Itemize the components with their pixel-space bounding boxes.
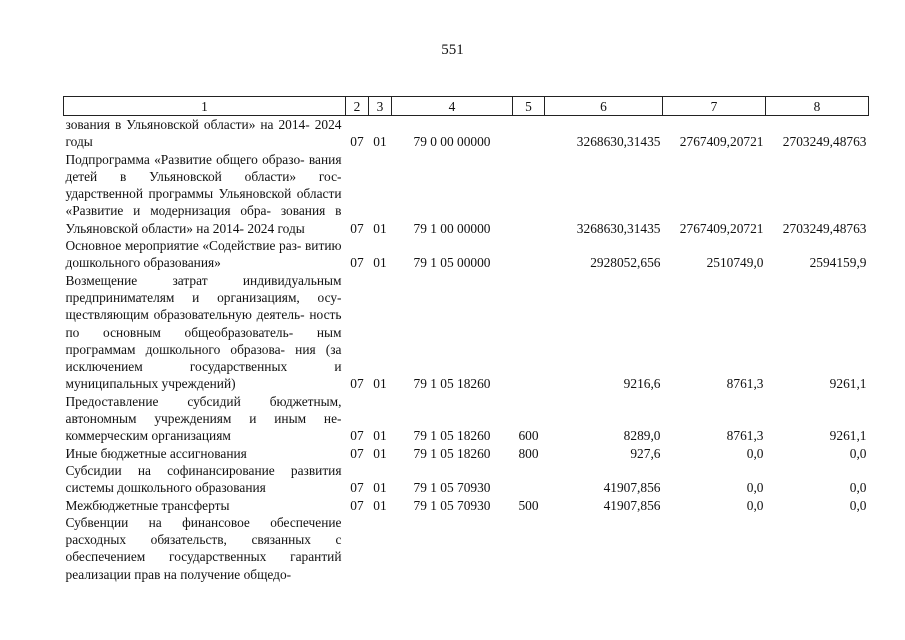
target-article-code: 79 1 05 18260 [413,376,491,392]
subsection-code: 01 [373,376,387,392]
header-col-3: 3 [369,97,392,116]
expense-type-code [513,151,545,237]
table-row [64,272,869,393]
amount-col-6: 9216,6 [623,376,661,392]
description-line: автономным учреждениям и иным не- [65,411,342,427]
amount-col-7: 8761,3 [726,376,764,392]
amount-col-7 [663,514,766,583]
description-line: системы дошкольного образования [65,480,266,496]
amount-col-6: 3268630,31435 [576,134,661,150]
subsection-code: 01 [373,134,387,150]
description-line: расходных обязательств, связанных с [65,532,342,548]
header-col-1: 1 [64,97,346,116]
description-line: Предоставление субсидий бюджетным, [65,393,342,409]
header-col-2: 2 [346,97,369,116]
amount-col-8: 2703249,48763 [782,220,867,236]
table-row [64,116,869,151]
amount-col-6 [545,514,663,583]
description-line: ность по основным общеобразователь- [65,307,342,340]
target-article-code: 79 0 00 00000 [413,134,491,150]
description-line: Межбюджетные трансферты [65,497,230,513]
header-col-6: 6 [545,97,663,116]
page-number: 551 [441,42,464,58]
description-line: зования в Ульяновской области» на 2014- [65,203,342,236]
description-line: реализации прав на получение общедо- [65,566,292,582]
section-code: 07 [350,220,364,236]
header-col-8: 8 [766,97,869,116]
description-line: 2024 годы [65,117,342,150]
amount-col-8: 0,0 [849,480,867,496]
header-col-7: 7 [663,97,766,116]
section-code: 07 [350,134,364,150]
row-description [64,497,346,514]
subsection-code: 01 [373,220,387,236]
expense-type-code [513,462,545,497]
amount-col-8: 2594159,9 [809,255,867,271]
row-description [64,272,346,393]
section-code: 07 [350,376,364,392]
row-description [64,462,346,497]
description-line: муниципальных учреждений) [65,376,236,392]
amount-col-6: 927,6 [630,445,661,461]
subsection-code [369,514,392,583]
expense-type-code [513,116,545,151]
row-description [64,116,346,151]
description-line: ществляющим образовательную деятель- [65,307,305,323]
row-description [64,445,346,462]
description-line: области «Развитие и модернизация обра- [65,186,342,219]
target-article-code: 79 1 05 70930 [413,480,491,496]
description-line: 2024 годы [247,220,305,236]
row-description [64,393,346,445]
description-line: Возмещение затрат индивидуальным [65,272,342,288]
expense-type-code: 500 [518,497,539,513]
section-code: 07 [350,445,364,461]
expense-type-code [513,237,545,272]
section-code: 07 [350,428,364,444]
subsection-code: 01 [373,497,387,513]
description-line: обеспечением государственных гарантий [65,549,342,565]
table-header-row [64,97,869,116]
description-line: Основное мероприятие «Содействие раз- [65,238,302,254]
description-line: коммерческим организациям [65,428,231,444]
budget-table [63,96,869,583]
amount-col-8: 0,0 [849,497,867,513]
target-article-code: 79 1 05 18260 [413,445,491,461]
description-line: ударственной программы Ульяновской [65,186,292,202]
description-line: Субсидии на софинансирование развития [65,462,342,478]
description-line: предпринимателям и организациям, осу- [65,289,342,305]
amount-col-6: 3268630,31435 [576,220,661,236]
description-line: Иные бюджетные ассигнования [65,445,247,461]
row-description [64,237,346,272]
amount-col-8: 0,0 [849,445,867,461]
section-code: 07 [350,480,364,496]
table-row [64,497,869,514]
amount-col-8: 9261,1 [829,376,867,392]
table-body [64,116,869,584]
amount-col-7: 8761,3 [726,428,764,444]
description-line: ния (за исключением государственных и [65,341,342,375]
expense-type-code: 600 [518,428,539,444]
section-code: 07 [350,255,364,271]
row-description [64,514,346,583]
amount-col-7: 2767409,20721 [679,134,764,150]
amount-col-8: 2703249,48763 [782,134,867,150]
amount-col-6: 41907,856 [603,480,661,496]
amount-col-7: 0,0 [746,497,764,513]
description-line: вания детей в Ульяновской области» гос- [65,151,342,184]
amount-col-7: 0,0 [746,445,764,461]
target-article-code: 79 1 05 70930 [413,497,491,513]
header-col-4: 4 [392,97,513,116]
row-description [64,151,346,237]
description-line: витию дошкольного образования» [65,238,342,271]
target-article-code: 79 1 05 18260 [413,428,491,444]
amount-col-6: 8289,0 [623,428,661,444]
description-line: ным программам дошкольного образова- [65,324,342,357]
amount-col-7: 0,0 [746,480,764,496]
subsection-code: 01 [373,445,387,461]
header-col-5: 5 [513,97,545,116]
expense-type-code [513,272,545,393]
description-line: Субвенции на финансовое обеспечение [65,514,342,530]
amount-col-8 [766,514,869,583]
subsection-code: 01 [373,480,387,496]
target-article-code: 79 1 00 00000 [413,220,491,236]
amount-col-6: 41907,856 [603,497,661,513]
expense-type-code [513,514,545,583]
table-row [64,445,869,462]
expense-type-code: 800 [518,445,539,461]
table-row [64,393,869,445]
description-line: Подпрограмма «Развитие общего образо- [65,151,305,167]
table-row [64,151,869,237]
target-article-code: 79 1 05 00000 [413,255,491,271]
subsection-code: 01 [373,255,387,271]
section-code: 07 [350,497,364,513]
subsection-code: 01 [373,428,387,444]
table-row [64,514,869,583]
amount-col-7: 2510749,0 [706,255,764,271]
target-article-code [392,514,513,583]
table-row [64,462,869,497]
table-row [64,237,869,272]
amount-col-8: 9261,1 [829,428,867,444]
amount-col-6: 2928052,656 [590,255,661,271]
amount-col-7: 2767409,20721 [679,220,764,236]
section-code [346,514,369,583]
description-line: зования в Ульяновской области» на 2014- [65,117,310,132]
